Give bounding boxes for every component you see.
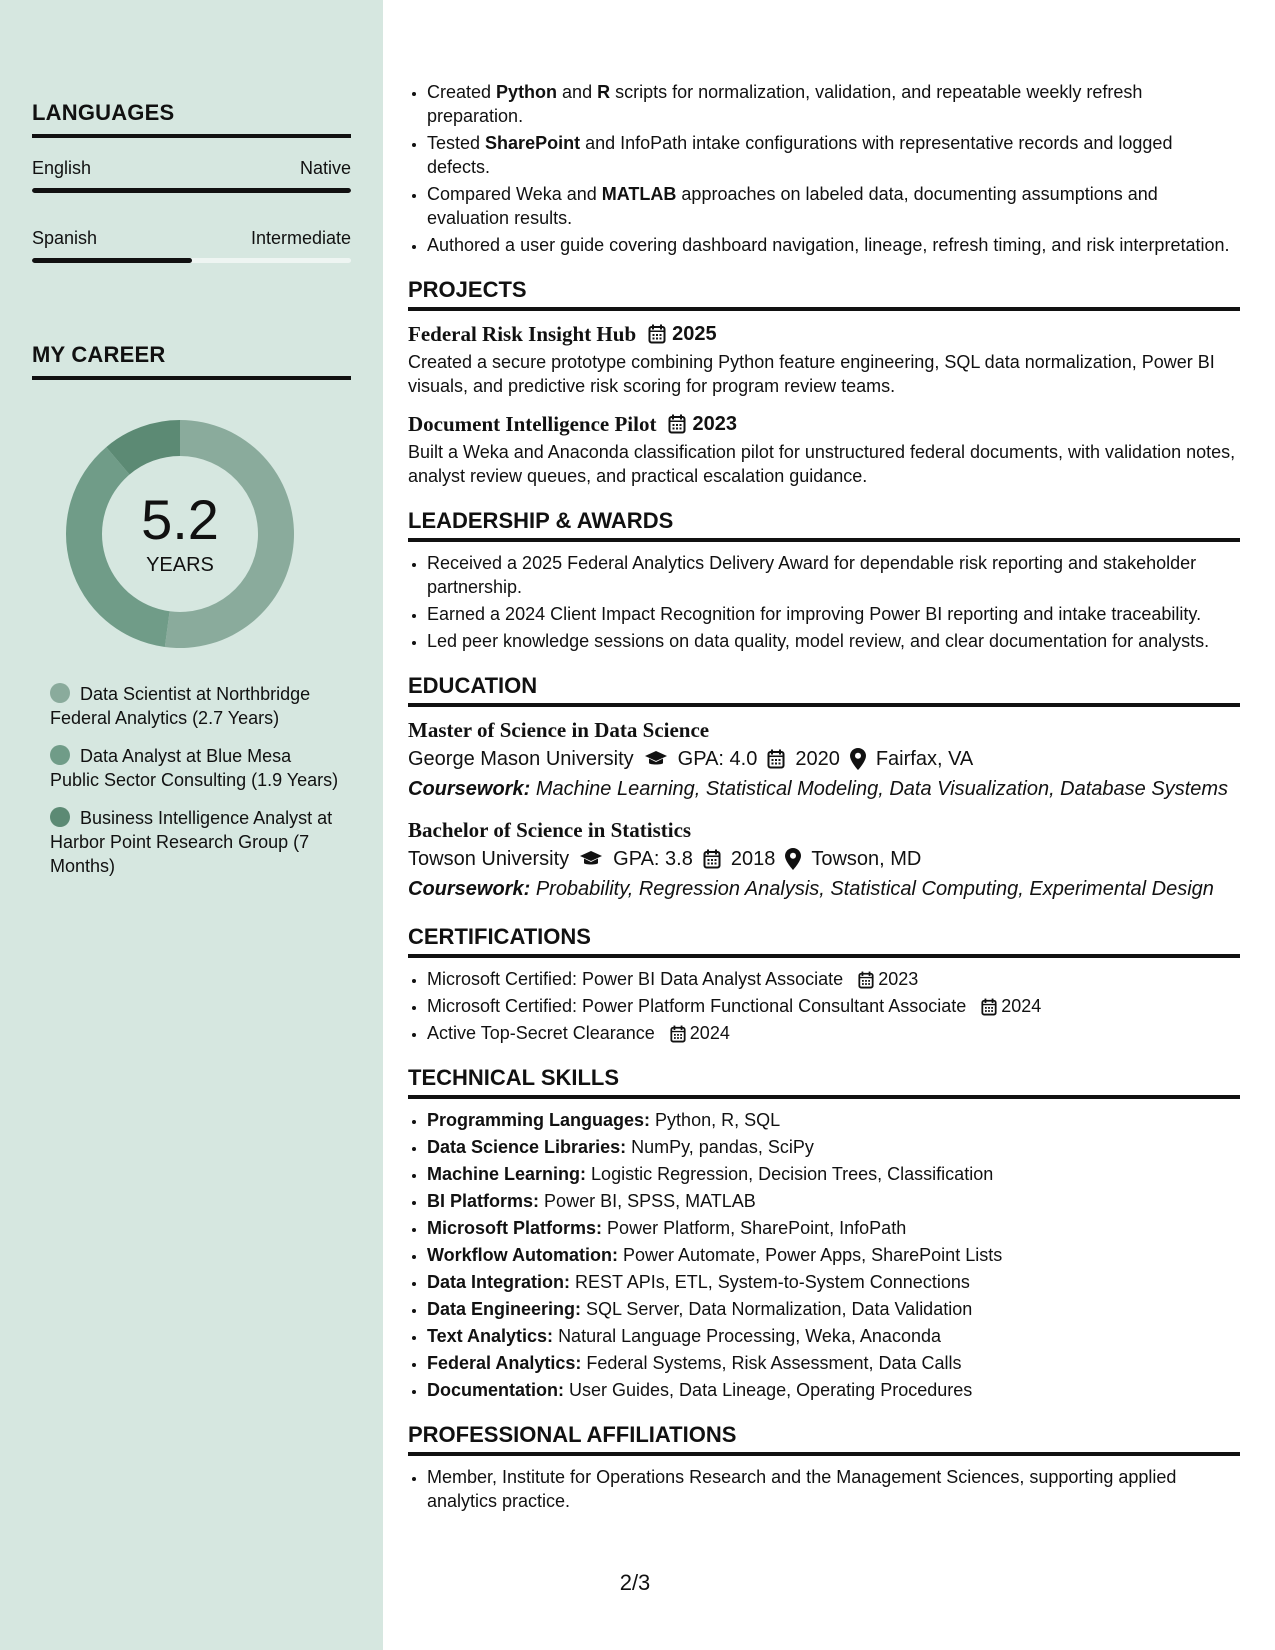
affiliation-item: • Member, Institute for Operations Research and the Management Sciences, supporting applied analytics practice. [427,1465,1240,1513]
certification-item [427,994,1240,1018]
language-name: Spanish [32,228,98,248]
language-level: Native [299,158,351,178]
gpa: GPA: 3.8 [613,848,693,870]
graduation-cap-icon [579,850,603,868]
language-proficiency-bar [32,258,351,263]
career-total-unit: YEARS [146,554,214,576]
leadership-list [408,551,1240,653]
school-name: Towson University [408,848,570,870]
project-year: 2023 [692,413,737,435]
skill-item: • Machine Learning: Logistic Regression, Decision Trees, Classification [427,1162,1240,1186]
project-name: Federal Risk Insight Hub [408,322,637,346]
skill-item: • Text Analytics: Natural Language Processing, Weka, Anaconda [427,1324,1240,1348]
calendar-icon [668,414,686,434]
language-row-english [32,158,351,179]
project-description: Created a secure prototype combining Python feature engineering, SQL data normalization, Power BI visuals, and predictive risk scoring for program review teams. [408,352,1215,396]
language-proficiency-bar [32,188,351,193]
experience-bullet: • Authored a user guide covering dashboard navigation, lineage, refresh timing, and risk interpretation. [427,233,1240,257]
calendar-icon [981,998,997,1016]
project-title [408,320,1240,348]
education-details [408,844,1240,874]
certification-year: 2024 [689,1023,730,1043]
education-details [408,744,1240,774]
project-year: 2025 [672,323,717,345]
legend-dot [50,683,70,703]
leadership-item: • Earned a 2024 Client Impact Recognition for improving Power BI reporting and intake traceability. [427,602,1240,626]
skill-item: • Programming Languages: Python, R, SQL [427,1108,1240,1132]
experience-bullet: • Compared Weka and MATLAB approaches on labeled data, documenting assumptions and evaluation results. [427,182,1240,230]
certification-item [427,967,1240,991]
certification-name: Active Top-Secret Clearance [427,1023,655,1043]
skill-item: • Microsoft Platforms: Power Platform, SharePoint, InfoPath [427,1216,1240,1240]
languages-heading: LANGUAGES [32,100,351,138]
skills-list [408,1108,1240,1402]
experience-bullet: • Created Python and R scripts for normalization, validation, and repeatable weekly refresh preparation. [427,80,1240,128]
project-name: Document Intelligence Pilot [408,412,657,436]
language-level: Intermediate [250,228,351,248]
school-location: Towson, MD [811,848,922,870]
graduation-year: 2018 [730,848,776,870]
coursework-list: Probability, Regression Analysis, Statistical Computing, Experimental Design [535,878,1214,900]
career-heading: MY CAREER [32,342,351,380]
coursework-label: Coursework: [408,878,531,900]
skills-heading: TECHNICAL SKILLS [408,1065,1240,1099]
coursework-label: Coursework: [408,778,531,800]
career-item [50,806,340,878]
sidebar [0,0,383,1650]
career-total-years: 5.2 [141,488,219,551]
language-row-spanish [32,228,351,249]
page-number: 2/3 [619,1570,651,1595]
gpa: GPA: 4.0 [677,748,758,770]
leadership-item: • Led peer knowledge sessions on data quality, model review, and clear documentation for analysts. [427,629,1240,653]
project-title [408,410,1240,438]
certification-year: 2023 [878,969,919,989]
language-proficiency-fill [32,188,351,193]
degree-title: Master of Science in Data Science [408,718,710,742]
affiliations-heading: PROFESSIONAL AFFILIATIONS [408,1422,1240,1456]
career-list [50,682,340,892]
experience-bullet: • Tested SharePoint and InfoPath intake configurations with representative records and logged defects. [427,131,1240,179]
leadership-item: • Received a 2025 Federal Analytics Delivery Award for dependable risk reporting and stakeholder partnership. [427,551,1240,599]
skill-item: • Data Integration: REST APIs, ETL, System-to-System Connections [427,1270,1240,1294]
career-item [50,682,340,730]
skill-item: • BI Platforms: Power BI, SPSS, MATLAB [427,1189,1240,1213]
coursework-list: Machine Learning, Statistical Modeling, Data Visualization, Database Systems [535,778,1229,800]
career-item-text: Business Intelligence Analyst at Harbor Point Research Group (7 Months) [50,808,333,876]
calendar-icon [767,749,785,769]
graduation-year: 2020 [795,748,840,770]
certifications-heading: CERTIFICATIONS [408,924,1240,958]
career-item [50,744,340,792]
projects-heading: PROJECTS [408,277,1240,311]
skill-item: • Federal Analytics: Federal Systems, Risk Assessment, Data Calls [427,1351,1240,1375]
skill-item: • Data Engineering: SQL Server, Data Normalization, Data Validation [427,1297,1240,1321]
school-location: Fairfax, VA [875,748,974,770]
language-proficiency-fill [32,258,192,263]
location-pin-icon [850,748,866,770]
certification-name: Microsoft Certified: Power Platform Functional Consultant Associate [427,996,967,1016]
legend-dot [50,807,70,827]
calendar-icon [648,324,666,344]
certification-year: 2024 [1001,996,1042,1016]
leadership-heading: LEADERSHIP & AWARDS [408,508,1240,542]
career-item-text: Data Scientist at Northbridge Federal Analytics (2.7 Years) [50,684,311,728]
certifications-list [408,967,1240,1045]
legend-dot [50,745,70,765]
affiliations-list [408,1465,1240,1513]
certification-item [427,1021,1240,1045]
degree-title: Bachelor of Science in Statistics [408,818,692,842]
main-content [408,80,1240,1516]
coursework [408,874,1240,904]
coursework [408,774,1240,804]
education-heading: EDUCATION [408,673,1240,707]
calendar-icon [703,849,721,869]
calendar-icon [670,1025,686,1043]
school-name: George Mason University [408,748,634,770]
career-item-text: Data Analyst at Blue Mesa Public Sector Consulting (1.9 Years) [50,746,339,790]
project-description: Built a Weka and Anaconda classification pilot for unstructured federal documents, with validation notes, analyst review queues, and practical escalation guidance. [408,442,1236,486]
location-pin-icon [785,848,801,870]
calendar-icon [858,971,874,989]
skill-item: • Workflow Automation: Power Automate, Power Apps, SharePoint Lists [427,1243,1240,1267]
skill-item: • Documentation: User Guides, Data Lineage, Operating Procedures [427,1378,1240,1402]
skill-item: • Data Science Libraries: NumPy, pandas, SciPy [427,1135,1240,1159]
language-name: English [32,158,92,178]
graduation-cap-icon [644,750,668,768]
certification-name: Microsoft Certified: Power BI Data Analyst Associate [427,969,844,989]
experience-bullets [408,80,1240,257]
